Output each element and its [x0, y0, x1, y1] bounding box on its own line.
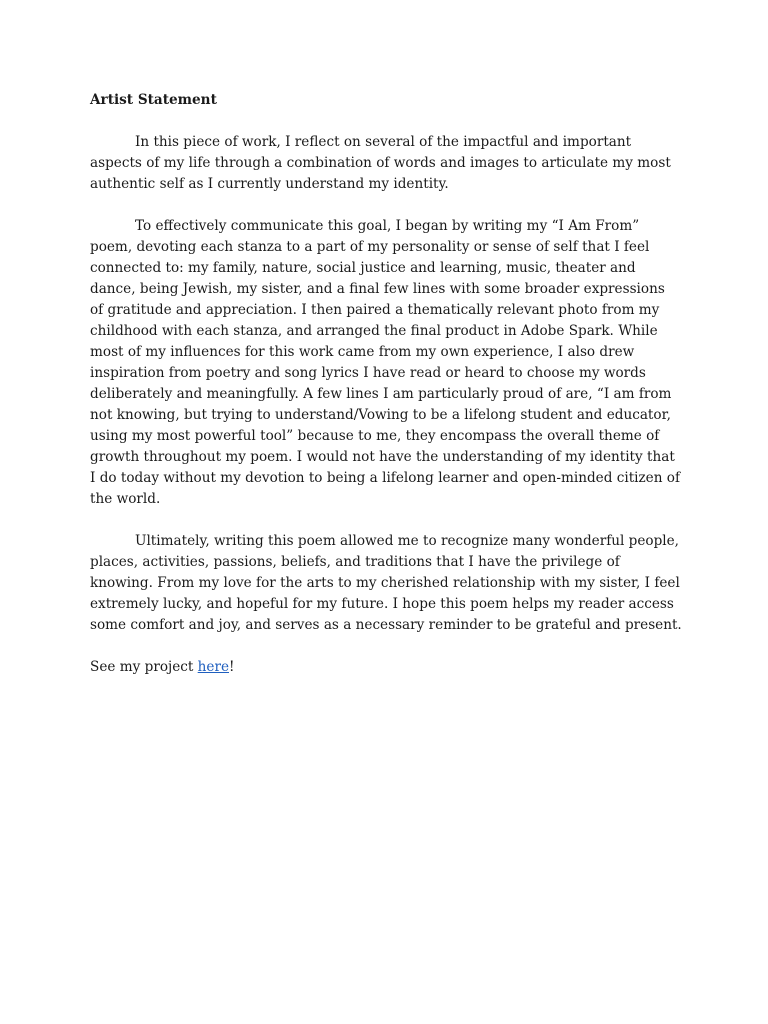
document-title: Artist Statement — [90, 92, 217, 108]
project-link[interactable]: here — [197, 659, 229, 675]
project-link-line — [90, 657, 682, 678]
paragraph-intro: In this piece of work, I reflect on several of the impactful and important aspects of my life through a combination of words and images to articulate my most authentic self as I currently understand my identity. — [90, 134, 671, 192]
paragraph-process: To effectively communicate this goal, I began by writing my “I Am From” poem, devoting each stanza to a part of my personality or sense of self that I feel connected to: my family, nature, social justice and learning, music, theater and dance, being Jewish, my sister, and a final few lines with some broader expressions of gratitude and appreciation. I then paired a thematically relevant photo from my childhood with each stanza, and arranged the final product in Adobe Spark. While most of my influences for this work came from my own experience, I also drew inspiration from poetry and song lyrics I have read or heard to choose my words deliberately and meaningfully. A few lines I am particularly proud of are, “I am from not knowing, but trying to understand/Vowing to be a lifelong student and educator, using my most powerful tool” because to me, they encompass the overall theme of growth throughout my poem. I would not have the understanding of my identity that I do today without my devotion to being a lifelong learner and open-minded citizen of the world. — [90, 218, 681, 507]
project-link-suffix: ! — [229, 659, 235, 675]
project-link-prefix: See my project — [90, 659, 198, 675]
paragraph-conclusion: Ultimately, writing this poem allowed me to recognize many wonderful people, places, activities, passions, beliefs, and traditions that I have the privilege of knowing. From my love for the arts to my cherished relationship with my sister, I feel extremely lucky, and hopeful for my future. I hope this poem helps my reader access some comfort and joy, and serves as a necessary reminder to be grateful and present. — [90, 533, 682, 633]
document-body — [90, 90, 682, 678]
